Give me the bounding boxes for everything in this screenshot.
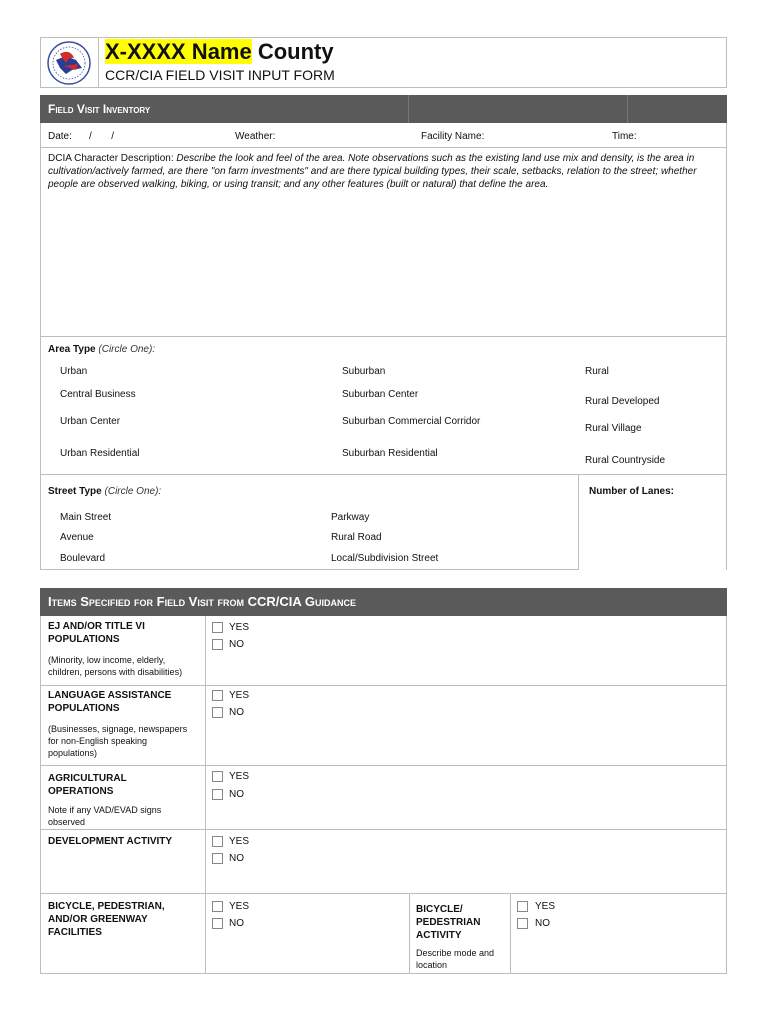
title-placeholder-code: X-XXXX Name [105, 39, 252, 64]
area-type-label: Area Type [48, 344, 96, 355]
area-option-rural-village[interactable]: Rural Village [585, 423, 642, 434]
time-label: Time: [612, 131, 637, 142]
item-note-language-assistance: (Businesses, signage, newspapers for non-English speaking populations) [48, 724, 188, 758]
street-option-avenue[interactable]: Avenue [60, 532, 94, 543]
facility-name-label: Facility Name: [421, 131, 485, 142]
language-no-label: NO [229, 707, 244, 718]
area-option-suburban-center[interactable]: Suburban Center [342, 389, 419, 400]
ej-no-label: NO [229, 639, 244, 650]
street-divider [578, 475, 579, 570]
title-county-word: County [251, 39, 334, 64]
greenway-no-label: NO [229, 918, 244, 929]
street-bottom-border [40, 569, 578, 570]
street-option-parkway[interactable]: Parkway [331, 512, 370, 523]
development-yes-label: YES [229, 836, 250, 847]
agricultural-yes-label: YES [229, 771, 250, 782]
item-title-ej-title-vi: EJ AND/OR TITLE VI POPULATIONS [48, 621, 145, 645]
area-option-urban-center[interactable]: Urban Center [60, 416, 121, 427]
activity-no-label: NO [535, 918, 550, 929]
agricultural-yes-checkbox[interactable] [212, 771, 223, 782]
number-of-lanes-label: Number of Lanes: [589, 486, 675, 497]
area-option-suburban[interactable]: Suburban [342, 366, 386, 377]
state-seal-logo-icon [46, 40, 92, 86]
ej-no-checkbox[interactable] [212, 639, 223, 650]
item-title-bike-ped-activity: BICYCLE/ PEDESTRIAN ACTIVITY [416, 904, 481, 941]
dcia-writing-area[interactable] [46, 210, 720, 332]
items-row-line-2 [40, 765, 727, 766]
date-label: Date: [48, 131, 72, 142]
inventory-section-bar [40, 95, 727, 123]
activity-no-checkbox[interactable] [517, 918, 528, 929]
item-note-agricultural: Note if any VAD/EVAD signs observed [48, 805, 162, 827]
area-type-heading [48, 344, 155, 355]
items-col-divider [205, 616, 206, 974]
area-option-central-business[interactable]: Central Business [60, 389, 136, 400]
development-yes-checkbox[interactable] [212, 836, 223, 847]
dcia-label: DCIA Character Description: [48, 153, 174, 164]
development-no-label: NO [229, 853, 244, 864]
area-option-suburban-commercial-corridor[interactable]: Suburban Commercial Corridor [342, 416, 481, 427]
item-title-agricultural: AGRICULTURAL OPERATIONS [48, 773, 127, 797]
street-right-border [726, 475, 727, 570]
header-divider [98, 37, 99, 88]
street-option-boulevard[interactable]: Boulevard [60, 553, 106, 564]
street-option-main-street[interactable]: Main Street [60, 512, 112, 523]
street-left-border [40, 475, 41, 570]
language-no-checkbox[interactable] [212, 707, 223, 718]
greenway-yes-checkbox[interactable] [212, 901, 223, 912]
form-subtitle: CCR/CIA FIELD VISIT INPUT FORM [105, 67, 335, 83]
bar-divider-2 [627, 95, 628, 123]
street-type-heading [48, 486, 161, 497]
agricultural-no-checkbox[interactable] [212, 789, 223, 800]
ej-yes-label: YES [229, 622, 250, 633]
activity-yes-label: YES [535, 901, 556, 912]
date-field[interactable]: / / [89, 131, 115, 142]
item-note-bike-ped-activity: Describe mode and location [416, 948, 495, 970]
language-yes-label: YES [229, 690, 250, 701]
greenway-yes-label: YES [229, 901, 250, 912]
county-title [105, 40, 334, 64]
street-type-label: Street Type [48, 486, 102, 497]
item-title-development: DEVELOPMENT ACTIVITY [48, 836, 173, 847]
items-row-line-4 [40, 893, 727, 894]
weather-label: Weather: [235, 131, 276, 142]
items-section-title: Items Specified for Field Visit from CCR/CIA Guidance [48, 594, 356, 609]
area-option-urban[interactable]: Urban [60, 366, 88, 377]
area-option-rural[interactable]: Rural [585, 366, 609, 377]
bar-divider-1 [408, 95, 409, 123]
greenway-no-checkbox[interactable] [212, 918, 223, 929]
inventory-section-title: Field Visit Inventory [48, 102, 151, 116]
dcia-instructions: Describe the look and feel of the area. Note observations such as the existing land use mix and density, is the area in cultivation/actively farmed, are there "on farm investments" and are there typical building types, their scale, setbacks, relation to the street; whether people are observed walking, biking, or using transit; and any other features (built or natural) that define the area. [48, 153, 697, 190]
item-note-ej-title-vi: (Minority, low income, elderly, children, persons with disabilities) [48, 655, 183, 677]
street-type-hint: (Circle One): [104, 486, 162, 497]
number-of-lanes-field[interactable] [586, 502, 720, 564]
area-type-hint: (Circle One): [98, 344, 156, 355]
area-option-urban-residential[interactable]: Urban Residential [60, 448, 140, 459]
activity-yes-checkbox[interactable] [517, 901, 528, 912]
dcia-description [48, 152, 720, 191]
language-yes-checkbox[interactable] [212, 690, 223, 701]
item-title-bike-ped-greenway: BICYCLE, PEDESTRIAN, AND/OR GREENWAY FACILITIES [48, 901, 165, 938]
area-option-rural-countryside[interactable]: Rural Countryside [585, 455, 666, 466]
development-no-checkbox[interactable] [212, 853, 223, 864]
items-row-line-3 [40, 829, 727, 830]
area-option-rural-developed[interactable]: Rural Developed [585, 396, 660, 407]
items-section-bar [40, 588, 727, 616]
bike-col-divider-1 [409, 893, 410, 974]
bike-col-divider-2 [510, 893, 511, 974]
item-title-language-assistance: LANGUAGE ASSISTANCE POPULATIONS [48, 690, 172, 714]
inventory-row-divider [40, 147, 727, 148]
items-row-line-1 [40, 685, 727, 686]
area-option-suburban-residential[interactable]: Suburban Residential [342, 448, 438, 459]
agricultural-no-label: NO [229, 789, 244, 800]
street-option-local-subdivision[interactable]: Local/Subdivision Street [331, 553, 439, 564]
street-option-rural-road[interactable]: Rural Road [331, 532, 382, 543]
ej-yes-checkbox[interactable] [212, 622, 223, 633]
